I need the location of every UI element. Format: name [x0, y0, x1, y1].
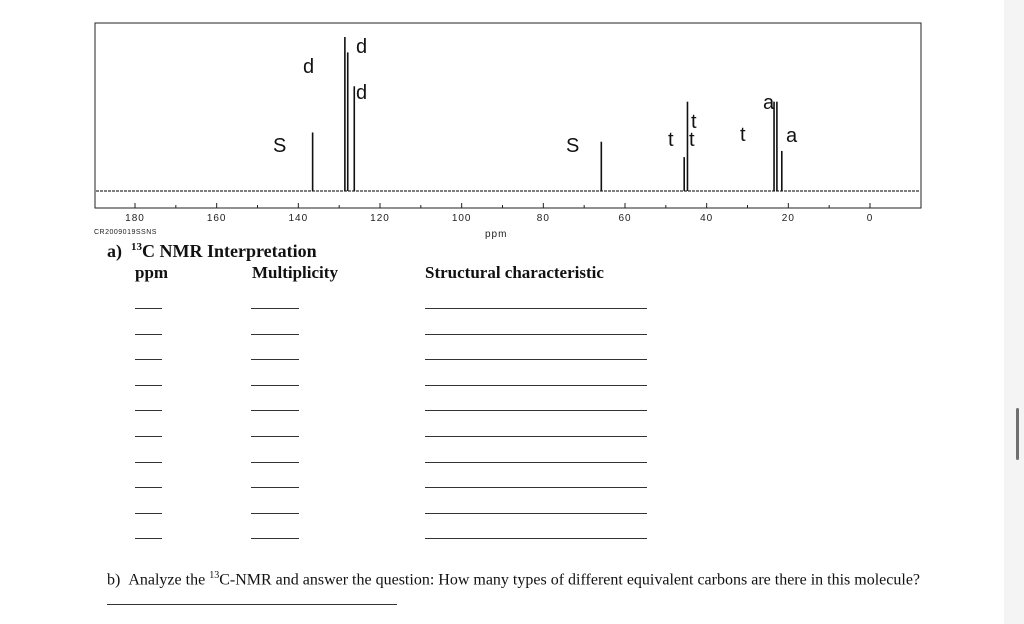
- structural-blank[interactable]: [425, 385, 647, 386]
- section-a-title: a) $^{13}$C NMR Interpretation: [107, 241, 317, 261]
- ppm-blank[interactable]: [135, 334, 162, 335]
- multiplicity-blank[interactable]: [251, 436, 299, 437]
- answer-blank-b[interactable]: [107, 590, 397, 605]
- multiplicity-blank[interactable]: [251, 385, 299, 386]
- ppm-blank[interactable]: [135, 487, 162, 488]
- multiplicity-blank[interactable]: [251, 538, 299, 539]
- annotation-t-4: t: [740, 124, 746, 146]
- x-tick-label-160: 160: [206, 213, 227, 224]
- x-tick-label-20: 20: [781, 213, 795, 224]
- structural-blank[interactable]: [425, 410, 647, 411]
- annotation-s-2: S: [566, 135, 580, 157]
- x-tick-label-60: 60: [618, 213, 632, 224]
- annotation-a-1: a: [763, 92, 775, 114]
- multiplicity-blank[interactable]: [251, 359, 299, 360]
- ppm-blank[interactable]: [135, 385, 162, 386]
- ppm-blank[interactable]: [135, 359, 162, 360]
- annotation-t-1: t: [668, 129, 674, 151]
- annotation-d-3: d: [356, 82, 368, 104]
- structural-blank[interactable]: [425, 308, 647, 309]
- x-tick-label-140: 140: [288, 213, 309, 224]
- x-tick-label-40: 40: [700, 213, 714, 224]
- spectrum-code: CR2009019SSNS: [94, 229, 157, 236]
- ppm-blank[interactable]: [135, 462, 162, 463]
- x-tick-label-0: 0: [866, 213, 874, 224]
- multiplicity-blank[interactable]: [251, 513, 299, 514]
- annotation-t-2: t: [691, 111, 697, 133]
- col-multiplicity-header: Multiplicity: [252, 263, 338, 282]
- annotation-t-3: t: [689, 129, 695, 151]
- structural-blank[interactable]: [425, 334, 647, 335]
- x-axis-label: ppm: [485, 229, 508, 240]
- x-tick-label-120: 120: [370, 213, 390, 224]
- annotation-d-2: d: [356, 36, 368, 58]
- col-ppm-header: ppm: [135, 263, 169, 282]
- structural-blank[interactable]: [425, 436, 647, 437]
- x-tick-label-80: 80: [536, 213, 550, 224]
- ppm-blank[interactable]: [135, 513, 162, 514]
- right-margin: [1004, 0, 1024, 624]
- ppm-blank[interactable]: [135, 436, 162, 437]
- structural-blank[interactable]: [425, 359, 647, 360]
- scrollbar-thumb[interactable]: [1016, 408, 1019, 460]
- multiplicity-blank[interactable]: [251, 308, 299, 309]
- multiplicity-blank[interactable]: [251, 410, 299, 411]
- spectrum-frame: [95, 23, 921, 208]
- section-b-question: b) Analyze the $^{13}$C-NMR and answer the question: How many types of different equivalent carbons are there in this molecule?: [107, 566, 967, 611]
- multiplicity-blank[interactable]: [251, 487, 299, 488]
- x-tick-label-180: 180: [125, 213, 145, 224]
- structural-blank[interactable]: [425, 462, 647, 463]
- multiplicity-blank[interactable]: [251, 462, 299, 463]
- col-structural-header: Structural characteristic: [425, 263, 604, 282]
- ppm-blank[interactable]: [135, 410, 162, 411]
- structural-blank[interactable]: [425, 513, 647, 514]
- annotation-s-1: S: [273, 135, 287, 157]
- ppm-blank[interactable]: [135, 308, 162, 309]
- ppm-blank[interactable]: [135, 538, 162, 539]
- structural-blank[interactable]: [425, 538, 647, 539]
- structural-blank[interactable]: [425, 487, 647, 488]
- nmr-spectrum-chart: [0, 0, 1004, 240]
- annotation-a-2: a: [786, 125, 798, 147]
- x-tick-label-100: 100: [451, 213, 472, 224]
- annotation-d-1: d: [303, 56, 315, 78]
- multiplicity-blank[interactable]: [251, 334, 299, 335]
